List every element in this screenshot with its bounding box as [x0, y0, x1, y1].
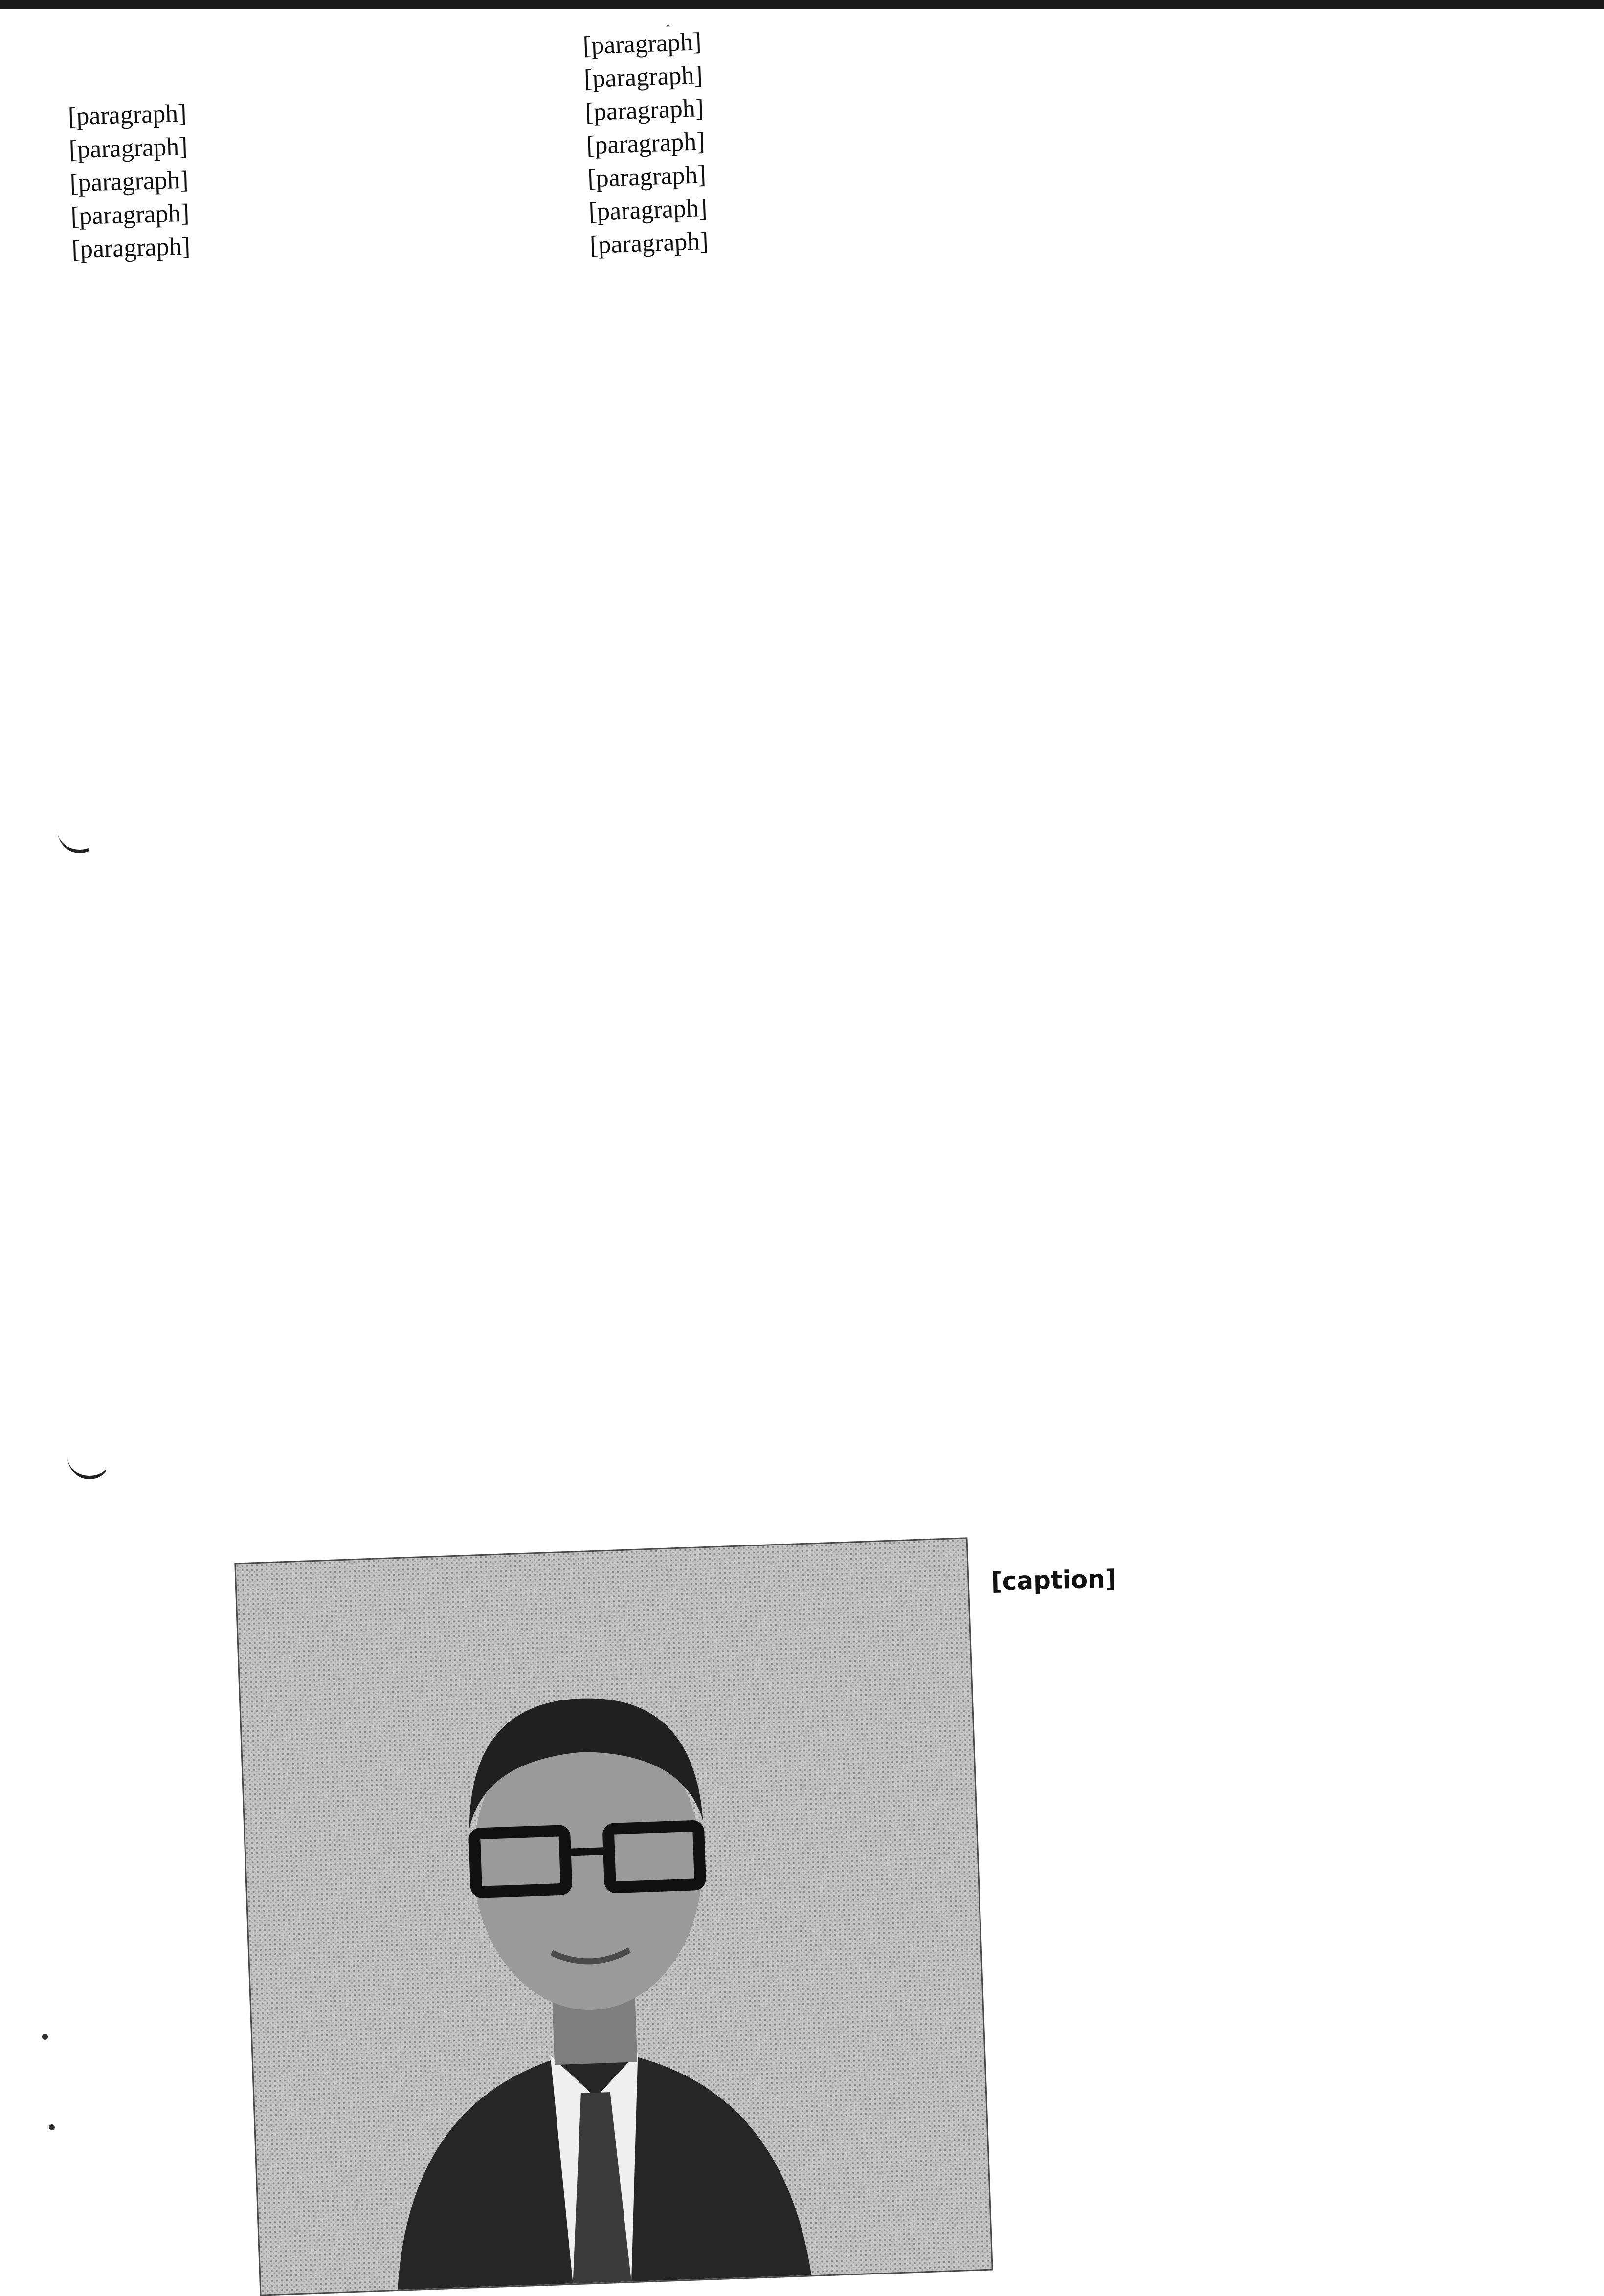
article-paragraph: [paragraph]: [584, 94, 705, 127]
article-paragraph: [paragraph]: [588, 194, 708, 226]
article-paragraph: [paragraph]: [71, 232, 191, 264]
article-column-right: [582, 10, 1183, 1559]
photo-caption-box: [991, 1560, 1444, 2215]
article-paragraph: [paragraph]: [69, 166, 189, 198]
scan-speck: [42, 2034, 48, 2040]
article-column-left: [67, 86, 627, 1576]
article-paragraph: [paragraph]: [587, 160, 707, 193]
scan-speck: [49, 2124, 55, 2130]
article-paragraph: [paragraph]: [583, 61, 703, 93]
article-paragraph: [paragraph]: [589, 227, 709, 260]
photo-caption: [caption]: [991, 1565, 1117, 1596]
punch-hole-mark: [67, 1456, 111, 1479]
portrait-photo: [234, 1537, 993, 2296]
article-paragraph: [paragraph]: [582, 28, 702, 60]
article-paragraph: [paragraph]: [67, 99, 187, 131]
article-paragraph: [paragraph]: [68, 132, 188, 164]
article-paragraph: [paragraph]: [70, 199, 190, 231]
portrait-illustration: [236, 1539, 991, 2294]
scan-border: [0, 0, 1604, 9]
article-paragraph: [paragraph]: [586, 127, 706, 160]
